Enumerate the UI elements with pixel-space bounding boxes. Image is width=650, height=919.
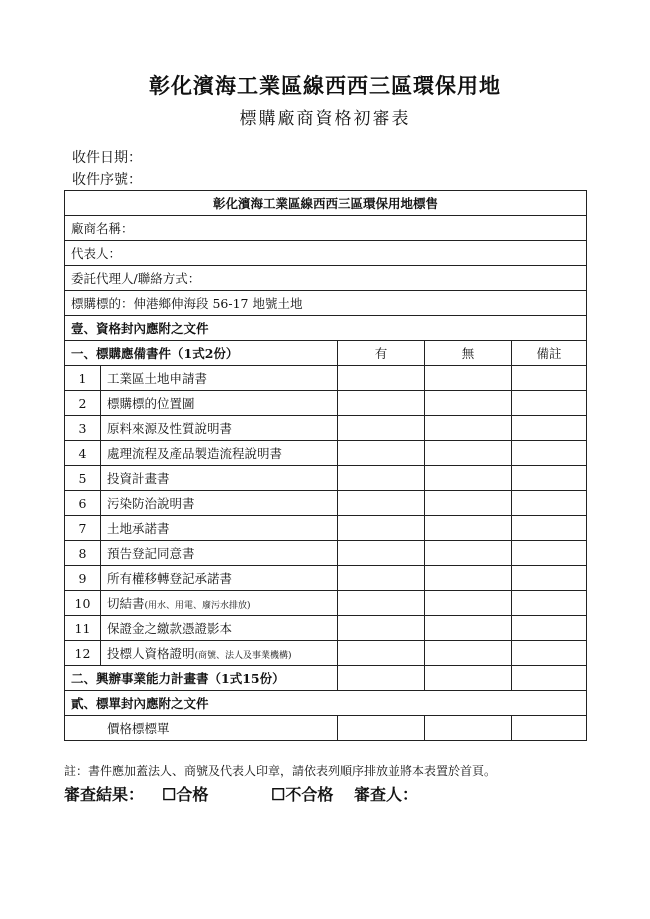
check-none[interactable] [425, 616, 512, 641]
document-subtitle: 標購廠商資格初審表 [239, 109, 411, 129]
check-none[interactable] [425, 466, 512, 491]
receipt-number-label: 收件序號： [72, 172, 142, 188]
check-none[interactable] [425, 566, 512, 591]
remark-cell[interactable] [512, 391, 587, 416]
item-number: 8 [65, 541, 101, 566]
item-number: 3 [65, 416, 101, 441]
fail-checkbox[interactable]: ☐不合格 [271, 785, 334, 804]
check-none[interactable] [425, 591, 512, 616]
representative-field: 代表人： [65, 241, 587, 266]
item-number: 1 [65, 366, 101, 391]
document-title: 彰化濱海工業區線西西三區環保用地 [149, 73, 501, 98]
item-text: 預告登記同意書 [107, 546, 195, 561]
vendor-name-field: 廠商名稱： [65, 216, 587, 241]
item-number: 10 [65, 591, 101, 616]
item-text: 保證金之繳款憑證影本 [107, 621, 233, 636]
column-none: 無 [425, 341, 512, 366]
section-1-title: 壹、資格封內應附之文件 [65, 316, 587, 341]
item-name [101, 616, 338, 641]
item-number: 4 [65, 441, 101, 466]
item-text: 標購標的位置圖 [107, 396, 195, 411]
check-have[interactable] [338, 366, 425, 391]
remark-cell[interactable] [512, 441, 587, 466]
item-name [101, 391, 338, 416]
item-text: 投資計畫書 [107, 471, 170, 486]
item-name [101, 366, 338, 391]
item-text: 切結書 [107, 596, 145, 611]
remark-cell[interactable] [512, 616, 587, 641]
item-name [101, 416, 338, 441]
item-name [101, 641, 338, 666]
review-table [64, 190, 587, 741]
section-2-title: 貳、標單封內應附之文件 [65, 691, 587, 716]
remark-cell[interactable] [512, 541, 587, 566]
item-name [101, 491, 338, 516]
item-text: 所有權移轉登記承諾書 [107, 571, 233, 586]
column-remark: 備註 [512, 341, 587, 366]
remark-cell[interactable] [512, 466, 587, 491]
table-row [65, 391, 587, 416]
agent-contact-field: 委託代理人/聯絡方式： [65, 266, 587, 291]
table-row [65, 416, 587, 441]
table-row [65, 366, 587, 391]
remark-cell[interactable] [512, 566, 587, 591]
check-none[interactable] [425, 441, 512, 466]
item-name [101, 591, 338, 616]
check-none[interactable] [425, 491, 512, 516]
check-none[interactable] [425, 416, 512, 441]
item-number: 2 [65, 391, 101, 416]
subsection-2-title: 二、興辦事業能力計畫書（1式15份） [65, 666, 338, 691]
check-none[interactable] [425, 666, 512, 691]
receipt-date-label: 收件日期： [72, 150, 142, 166]
item-number: 5 [65, 466, 101, 491]
item-note: (商號、法人及事業機構) [194, 651, 292, 661]
check-none[interactable] [425, 541, 512, 566]
check-have[interactable] [338, 466, 425, 491]
item-number: 6 [65, 491, 101, 516]
table-header: 彰化濱海工業區線西西三區環保用地標售 [65, 191, 587, 216]
remark-cell[interactable] [512, 516, 587, 541]
item-number: 7 [65, 516, 101, 541]
check-none[interactable] [425, 716, 512, 741]
check-have[interactable] [338, 566, 425, 591]
item-text: 投標人資格證明 [107, 646, 195, 661]
check-none[interactable] [425, 391, 512, 416]
item-name [101, 466, 338, 491]
check-have[interactable] [338, 641, 425, 666]
check-none[interactable] [425, 641, 512, 666]
column-have: 有 [338, 341, 425, 366]
item-name [101, 541, 338, 566]
item-text: 處理流程及產品製造流程說明書 [107, 446, 283, 461]
check-have[interactable] [338, 441, 425, 466]
check-have[interactable] [338, 416, 425, 441]
remark-cell[interactable] [512, 366, 587, 391]
check-have[interactable] [338, 666, 425, 691]
remark-cell[interactable] [512, 666, 587, 691]
table-row [65, 516, 587, 541]
item-name [101, 441, 338, 466]
price-form-item: 價格標標單 [65, 716, 338, 741]
reviewer-label: 審查人： [354, 785, 419, 804]
item-text: 原料來源及性質說明書 [107, 421, 233, 436]
table-row [65, 491, 587, 516]
item-note: (用水、用電、廢污水排放) [144, 601, 251, 611]
footnote: 註：書件應加蓋法人、商號及代表人印章，請依表列順序排放並將本表置於首頁。 [64, 764, 497, 778]
check-have[interactable] [338, 516, 425, 541]
check-have[interactable] [338, 591, 425, 616]
remark-cell[interactable] [512, 716, 587, 741]
check-have[interactable] [338, 491, 425, 516]
remark-cell[interactable] [512, 416, 587, 441]
item-number: 12 [65, 641, 101, 666]
item-name [101, 566, 338, 591]
item-number: 9 [65, 566, 101, 591]
remark-cell[interactable] [512, 491, 587, 516]
check-have[interactable] [338, 716, 425, 741]
check-none[interactable] [425, 516, 512, 541]
item-text: 污染防治說明書 [107, 496, 195, 511]
item-name [101, 516, 338, 541]
table-row [65, 566, 587, 591]
table-row [65, 616, 587, 641]
item-text: 土地承諾書 [107, 521, 170, 536]
table-row [65, 541, 587, 566]
target-land-field: 標購標的：伸港鄉伸海段 56-17 地號土地 [65, 291, 587, 316]
item-text: 工業區土地申請書 [107, 371, 208, 386]
table-row [65, 591, 587, 616]
item-number: 11 [65, 616, 101, 641]
check-have[interactable] [338, 616, 425, 641]
table-row [65, 641, 587, 666]
subsection-1-title: 一、標購應備書件（1式2份） [65, 341, 338, 366]
table-row [65, 466, 587, 491]
check-none[interactable] [425, 366, 512, 391]
remark-cell[interactable] [512, 591, 587, 616]
table-row [65, 441, 587, 466]
check-have[interactable] [338, 391, 425, 416]
pass-checkbox[interactable]: ☐合格 [162, 785, 209, 804]
check-have[interactable] [338, 541, 425, 566]
remark-cell[interactable] [512, 641, 587, 666]
review-result-label: 審查結果： [64, 785, 145, 804]
